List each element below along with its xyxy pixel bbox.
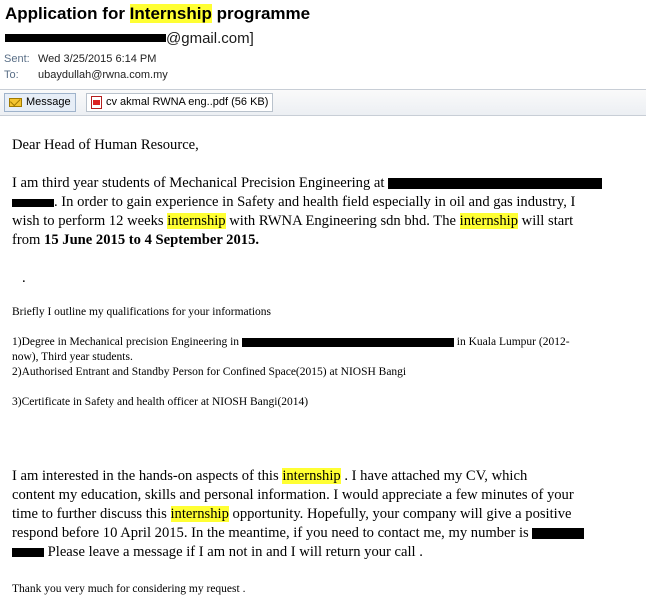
paragraph-2-line-5: Please leave a message if I am not in and I will return your call . [12, 543, 423, 562]
redacted-text [12, 199, 54, 207]
attachment-cv-pdf[interactable]: cv akmal RWNA eng..pdf (56 KB) [86, 93, 273, 112]
search-highlight: internship [459, 213, 519, 229]
redacted-university [388, 178, 602, 189]
paragraph-2-line-4: respond before 10 April 2015. In the meantime, if you need to contact me, my number is [12, 524, 584, 543]
qualification-1: 1)Degree in Mechanical precision Engineering in in Kuala Lumpur (2012- [12, 336, 570, 348]
to-row [4, 68, 168, 82]
search-highlight: internship [282, 468, 341, 484]
qualification-1-cont: now), Third year students. [12, 351, 133, 363]
pdf-icon [91, 96, 102, 109]
envelope-icon [9, 98, 22, 107]
sent-value: Wed 3/25/2015 6:14 PM [38, 53, 157, 65]
internship-dates: 15 June 2015 to 4 September 2015. [44, 232, 260, 248]
paragraph-2-line-2: content my education, skills and personal information. I would appreciate a few minutes of your [12, 487, 574, 503]
redacted-sender-name [5, 34, 166, 42]
search-highlight: Internship [129, 4, 212, 23]
qualifications-intro: Briefly I outline my qualifications for your informations [12, 306, 272, 318]
message-tab[interactable]: Message [4, 93, 76, 112]
message-header [0, 0, 646, 86]
search-highlight: internship [167, 213, 226, 229]
redacted-phone-number-cont [12, 548, 44, 557]
paragraph-2-line-1: I am interested in the hands-on aspects of this internship . I have attached my CV, which [12, 468, 528, 484]
qualification-2: 2)Authorised Entrant and Standby Person for Confined Space(2015) at NIOSH Bangi [12, 366, 407, 378]
paragraph-2-line-3: time to further discuss this internship opportunity. Hopefully, your company will give a positive [12, 506, 572, 522]
redacted-institution [242, 338, 454, 347]
attachment-bar [0, 89, 646, 116]
paragraph-1-line-2: . In order to gain experience in Safety and health field especially in oil and gas industry, I [12, 193, 575, 212]
paragraph-1-line-4: from 15 June 2015 to 4 September 2015. [12, 232, 260, 248]
sent-label: Sent: [4, 53, 30, 65]
paragraph-1-line-3: wish to perform 12 weeks internship with RWNA Engineering sdn bhd. The internship will start [12, 213, 574, 229]
recipient[interactable]: ubaydullah@rwna.com.my [38, 69, 168, 81]
email-subject: Application for Internship programme [5, 4, 311, 23]
qualification-3: 3)Certificate in Safety and health officer at NIOSH Bangi(2014) [12, 396, 309, 408]
paragraph-1-line-1: I am third year students of Mechanical Precision Engineering at [12, 174, 602, 193]
stray-dot: . [22, 270, 26, 286]
greeting: Dear Head of Human Resource, [12, 137, 199, 153]
closing-thanks: Thank you very much for considering my request . [12, 583, 246, 595]
redacted-phone-number [532, 528, 584, 539]
to-label: To: [4, 69, 19, 81]
sent-row [4, 52, 156, 66]
search-highlight: internship [170, 506, 229, 522]
sender-field[interactable]: @gmail.com] [5, 29, 254, 49]
